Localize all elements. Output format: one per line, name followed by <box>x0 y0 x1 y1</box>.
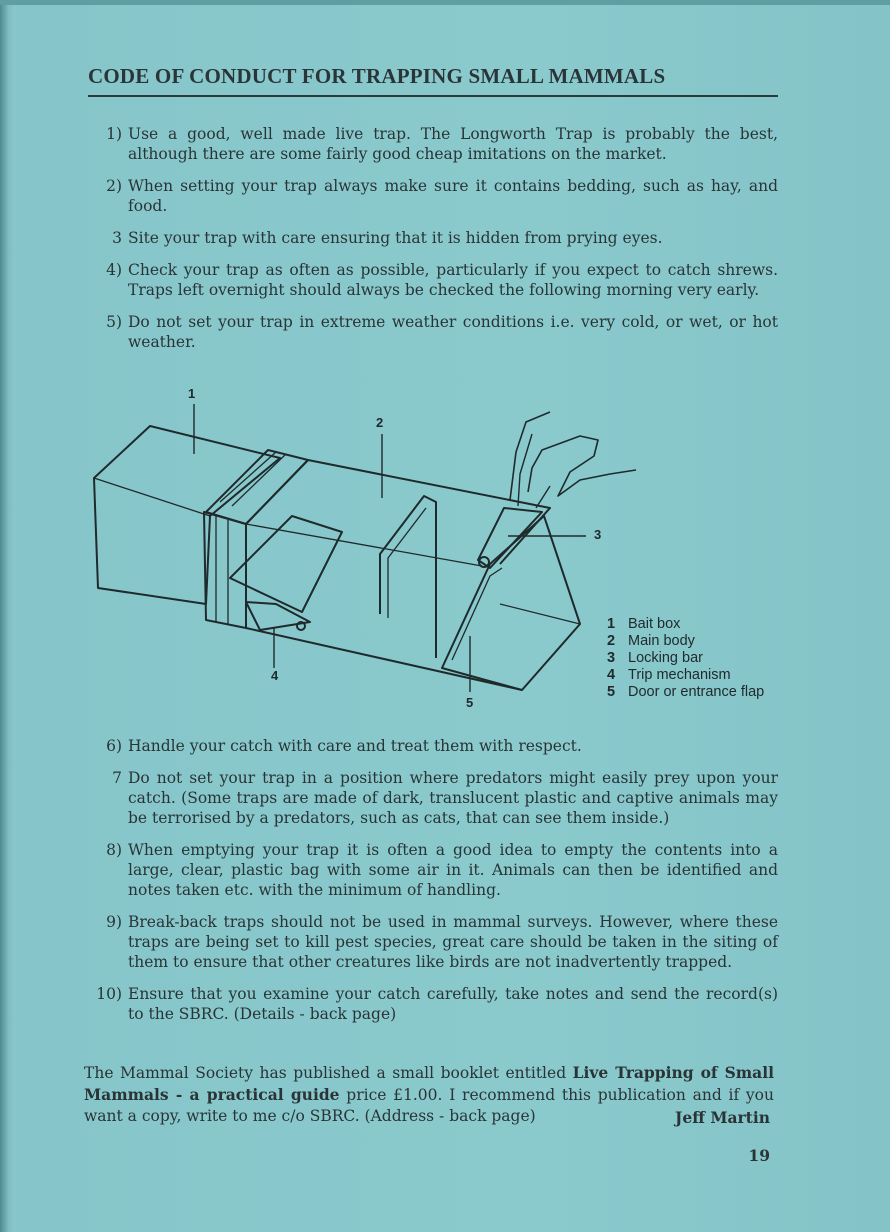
item-text: Break-back traps should not be used in mammal surveys. However, where these traps are being set to kill pest species, great care should be taken in the siting of them to ensure that other creatures like birds are not inadvertently trapped. <box>128 913 778 971</box>
legend-text: Locking bar <box>628 650 703 666</box>
legend-item <box>607 684 764 701</box>
main-body-side-line <box>246 524 482 566</box>
collar-band-lines <box>216 452 286 624</box>
legend-text: Trip mechanism <box>628 667 731 683</box>
legend-item <box>607 633 764 650</box>
main-body-top <box>246 460 550 564</box>
trip-lever <box>246 602 310 630</box>
author-name: Jeff Martin <box>675 1108 770 1127</box>
door-flap-inner <box>452 568 502 660</box>
item-number: 6) <box>106 737 122 755</box>
list-item <box>80 260 778 300</box>
item-number: 1) <box>106 125 122 143</box>
item-text: Ensure that you examine your catch carefully, take notes and send the record(s) to the SBRC. (Details - back page) <box>128 985 778 1023</box>
item-number: 8) <box>106 841 122 859</box>
list-item <box>80 840 778 900</box>
legend-item <box>607 616 764 633</box>
list-item <box>80 736 778 756</box>
conduct-list-bottom <box>80 736 778 1036</box>
diagram-label-2: 2 <box>376 415 384 430</box>
internal-frame-inner <box>388 508 426 618</box>
page-edge-shadow <box>0 0 8 1232</box>
legend-key: 2 <box>607 633 616 649</box>
item-text: Do not set your trap in a position where predators might easily prey upon your catch. (Some traps are made of dark, translucent plastic and captive animals may be terrorised by a predators, such as cats, that can see them inside.) <box>128 769 778 827</box>
legend-item <box>607 650 764 667</box>
legend-key: 5 <box>607 684 616 700</box>
bait-box-edge <box>94 478 210 516</box>
item-number: 10) <box>96 985 122 1003</box>
bait-box-outline <box>94 426 280 604</box>
item-text: When emptying your trap it is often a good idea to empty the contents into a large, clear, plastic bag with some air in it. Animals can then be identified and notes taken etc. with the minimum of handling. <box>128 841 778 899</box>
legend-key: 4 <box>607 667 616 683</box>
door-flap-base <box>500 604 580 624</box>
item-text: Check your trap as often as possible, particularly if you expect to catch shrews. Traps left overnight should always be checked the following morning very early. <box>128 261 778 299</box>
list-item <box>80 124 778 164</box>
page-title: CODE OF CONDUCT FOR TRAPPING SMALL MAMMALS <box>88 64 778 97</box>
hand-finger <box>518 434 550 508</box>
item-number: 3 <box>112 229 122 247</box>
item-number: 2) <box>106 177 122 195</box>
list-item <box>80 768 778 828</box>
hand-outline <box>510 412 636 500</box>
conduct-list-top <box>80 124 778 364</box>
item-text: Do not set your trap in extreme weather conditions i.e. very cold, or wet, or hot weather. <box>128 313 778 351</box>
legend-item <box>607 667 764 684</box>
page-number: 19 <box>748 1146 770 1165</box>
legend-text: Door or entrance flap <box>628 684 765 700</box>
legend-key: 3 <box>607 650 616 666</box>
item-text: Site your trap with care ensuring that it is hidden from prying eyes. <box>128 229 663 247</box>
item-number: 4) <box>106 261 122 279</box>
list-item <box>80 176 778 216</box>
item-text: When setting your trap always make sure it contains bedding, such as hay, and food. <box>128 177 778 215</box>
diagram-label-5: 5 <box>466 695 474 710</box>
page-top-edge <box>0 0 890 5</box>
diagram-label-4: 4 <box>271 668 279 683</box>
item-number: 7 <box>112 769 122 787</box>
item-number: 9) <box>106 913 122 931</box>
door-flap <box>442 516 580 690</box>
list-item <box>80 912 778 972</box>
diagram-legend <box>607 616 764 701</box>
item-text: Use a good, well made live trap. The Longworth Trap is probably the best, although there are some fairly good cheap imitations on the market. <box>128 125 778 163</box>
booklet-title: Live Trapping of Small Mammals - a practical guide <box>84 1062 774 1104</box>
item-number: 5) <box>106 313 122 331</box>
diagram-label-1: 1 <box>188 386 196 401</box>
list-item <box>80 984 778 1024</box>
closing-text-end: price £1.00. I recommend this publication and if you want a copy, write to me c/o SBRC. (Address - back page) <box>84 1085 774 1125</box>
legend-key: 1 <box>607 616 616 632</box>
diagram-label-3: 3 <box>594 527 602 542</box>
list-item <box>80 228 778 248</box>
item-text: Handle your catch with care and treat them with respect. <box>128 737 582 755</box>
closing-text-start: The Mammal Society has published a small booklet entitled <box>84 1063 573 1082</box>
list-item <box>80 312 778 352</box>
legend-text: Main body <box>628 633 695 649</box>
main-body-bottom <box>246 628 522 690</box>
legend-text: Bait box <box>628 616 681 632</box>
closing-paragraph <box>84 1062 774 1127</box>
